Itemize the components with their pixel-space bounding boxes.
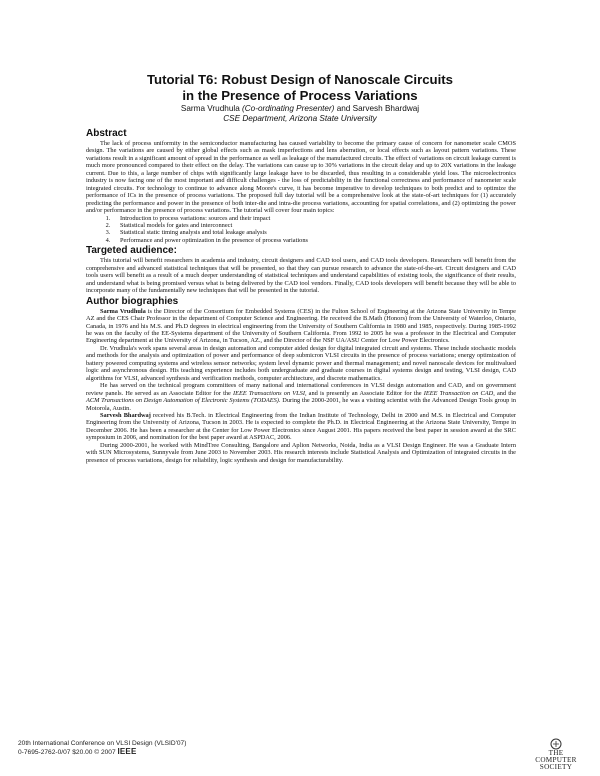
bio-vrudhula-paragraph-3 — [86, 382, 516, 412]
bio-text: . During the 2000-2001, he was a visiting scientist with the Advanced Design Tools group in Motorola, Austin. — [86, 397, 516, 412]
footer-copyright-line — [18, 748, 186, 757]
journal-name: IEEE Transactions on VLSI — [232, 389, 305, 397]
author-2: Sarvesh Bhardwaj — [352, 104, 420, 113]
audience-text: This tutorial will benefit researchers in academia and industry, circuit designers and CAD tool users, and CAD tools developers. Researchers will benefit from the comprehensive and advanced statistical techniques that will be presented, so that they can pursue research to advance the state-of-the-art. Circuit designers and CAD tools users will benefit as a result of a much deeper understanding of statistical techniques and understand capabilities of existing tools, the significance of their results, and understand what is being promised versus what is being delivered by the CAD tool vendors. Finally, CAD tools developers will benefit because they will be able to incorporate many of the fundamentally new techniques that will be presented in the tutorial. — [86, 257, 516, 295]
logo-computer: COMPUTER — [535, 756, 577, 764]
bio-text: , and is presently an Associate Editor for the — [304, 389, 424, 397]
topic-item: 3. Statistical static timing analysis and total leakage analysis — [112, 229, 516, 236]
bio-text: received his B.Tech. in Electrical Engineering from the Indian Institute of Technology, Delhi in 2000 and M.S. in Electrical and Computer Engineering from the University of Arizona, Tucson in 2003. He is expected to complete the Ph.D. in Electrical Engineering at the Arizona State University, Tempe in December 2006. He has been a researcher at the Center for Low Power Electronics since August 2001. His papers received the best paper in session award at the SRC symposium in 2006, and nomination for the best paper award at ASPDAC, 2006. — [86, 411, 516, 442]
paper-title — [60, 72, 540, 104]
conference-footer — [18, 740, 186, 757]
bio-vrudhula-paragraph-2: Dr. Vrudhula's work spans several areas in design automation and computer aided design for digital integrated circuit and systems. These include stochastic models and methods for the analysis and optimization of power and performance of deep submicron VLSI circuits in the presence of process variations; energy optimization of battery powered computing systems and wireless sensor networks; system level dynamic power and thermal management; and novel nanoscale devices for multivalued logic and asynchronous design. His teaching experience includes both undergraduate and graduate courses in digital systems design and testing, VLSI design, CAD algorithms for VLSI, advanced synthesis and verification methods, computer architecture, and discrete mathematics. — [86, 344, 516, 382]
author-conjunction: and — [336, 104, 351, 113]
audience-heading: Targeted audience: — [86, 245, 177, 257]
bio-name-vrudhula: Sarma Vrudhula — [100, 307, 146, 315]
footer-conference: 20th International Conference on VLSI Design (VLSID'07) — [18, 740, 187, 747]
ieee-wordmark: IEEE — [117, 747, 137, 756]
bio-vrudhula-paragraph-1 — [86, 308, 516, 345]
bio-bhardwaj-paragraph-2: During 2000-2001, he worked with MindTree Consulting, Bangalore and Aplion Networks, Noida, India as a VLSI Design Engineer. He was a Graduate Intern with SUN Microsystems, Sunnyvale from June 2003 to November 2003. His research interests include Statistical Analysis and Optimization of integrated circuits in the presence of process variations, design for reliability, logic synthesis and design for manufacturability. — [86, 441, 516, 464]
bio-text: He has served on the technical program committees of many national and international conferences in VLSI design automation and CAD, and on government review panels. He served as an Associate Editor for the — [86, 382, 516, 397]
bio-name-bhardwaj: Sarvesh Bhardwaj — [100, 411, 151, 419]
topic-item: 4. Performance and power optimization in the presence of process variations — [112, 237, 516, 244]
topic-item: 2. Statistical models for gates and interconnect — [112, 222, 516, 229]
logo-society: SOCIETY — [539, 763, 573, 771]
abstract-heading: Abstract — [86, 128, 127, 139]
journal-name: ACM Transactions on Design Automation of Electronic Systems (TODAES) — [86, 397, 279, 405]
computer-society-logo — [528, 738, 584, 771]
logo-the: THE — [548, 749, 564, 757]
author-1: Sarma Vrudhula — [180, 104, 240, 113]
topics-list — [86, 215, 516, 245]
bio-text: , and the — [493, 389, 517, 397]
abstract-text: The lack of process uniformity in the semiconductor manufacturing has caused variability to become the primary cause of concern for nanometer scale CMOS design. The variations are caused by either global effects such as mask imperfections and lens aberration, or local effects such as layout pattern variations. These variations result in a significant amount of spread in the performance as well as leakage of the manufactured circuits. The effect of variations on circuit leakage current is much more pronounced compared to their effect on the delay. The variations can cause up to 30% variations in the circuit delay and up to 20X variations in the leakage current. Due to this, a large number of chips with significantly large leakage have to be discarded, thus resulting in a considerable yield loss. The microelectronics industry is now facing one of the most important and difficult challenges - the loss of predictability in the functional correctness and performance of nanometer scale integrated circuits. For technology to continue to advance along Moore's curve, it has become imperative to develop techniques to both predict and to optimize the performance of ICs in the presence of process variations. The proposed full day tutorial will be a comprehensive look at the state-of-art techniques for (1) accurately predicting the performance and power in the presence of both inter-die and intra-die process variations, accounting for spatial correlations, and (2) optimizing the power and/or performance in the presence of process variations. The tutorial will cover four main topics: — [86, 140, 516, 215]
bio-text: is the Director of the Consortium for Embedded Systems (CES) in the Fulton School of Engineering at the Arizona State University in Tempe AZ and the CES Chair Professor in the department of Computer Science and Engineering. He received the B.Math (Honors) from the University of Waterloo, Ontario, Canada, in 1976 and his M.S. and Ph.D degrees in electrical engineering from the University of Southern California in 1980 and 1985, respectively. During 1985-1992 he was on the faculty of the EE-Systems department of the University of Southern California. From 1992 to 2005 he was a professor in the Electrical and Computer Engineering department at the University of Arizona, in Tucson, AZ., and the Director of the NSF UA/ASU Center for Low Power Electronics. — [86, 307, 516, 345]
title-line-2: in the Presence of Process Variations — [182, 88, 418, 103]
author-line — [60, 104, 540, 114]
footer-copyright: 0-7695-2762-0/07 $20.00 © 2007 — [18, 749, 116, 756]
paper-body — [86, 127, 516, 464]
bios-heading: Author biographies — [86, 295, 179, 307]
bio-bhardwaj-paragraph-1 — [86, 412, 516, 442]
title-line-1: Tutorial T6: Robust Design of Nanoscale Circuits — [146, 72, 454, 87]
topic-item: 1. Introduction to process variations: sources and their impact — [112, 215, 516, 222]
author-1-role: (Co-ordinating Presenter) — [242, 104, 335, 113]
affiliation: CSE Department, Arizona State University — [223, 114, 377, 123]
journal-name: IEEE Transaction on CAD — [423, 389, 494, 397]
